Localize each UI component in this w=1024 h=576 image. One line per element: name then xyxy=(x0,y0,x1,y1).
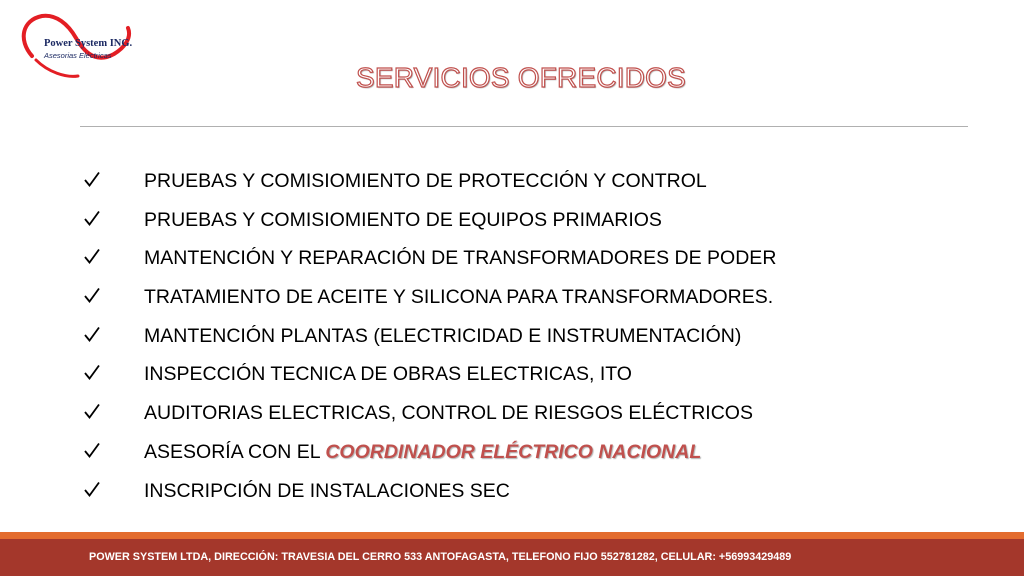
checkmark-icon xyxy=(84,359,100,381)
title-divider xyxy=(80,126,968,127)
service-label: PRUEBAS Y COMISIOMIENTO DE EQUIPOS PRIMARIOS xyxy=(144,208,662,231)
footer-accent-stripe xyxy=(0,532,1024,539)
service-label-prefix: ASESORÍA CON EL xyxy=(144,440,326,463)
checkmark-icon xyxy=(84,282,100,304)
checkmark-icon xyxy=(84,437,100,459)
checkmark-icon xyxy=(84,166,100,188)
service-label: TRATAMIENTO DE ACEITE Y SILICONA PARA TRANSFORMADORES. xyxy=(144,286,774,309)
logo-tagline: Asesorias Eléctricas xyxy=(44,51,112,60)
service-label: PRUEBAS Y COMISIOMIENTO DE PROTECCIÓN Y CONTROL xyxy=(144,170,707,192)
footer-contact-text: POWER SYSTEM LTDA, DIRECCIÓN: TRAVESIA DEL CERRO 533 ANTOFAGASTA, TELEFONO FIJO 552781282, CELULAR: +56993429489 xyxy=(89,551,792,563)
service-label xyxy=(144,437,701,467)
checkmark-icon xyxy=(84,476,100,498)
company-logo xyxy=(18,10,138,85)
coordinador-highlight: COORDINADOR ELÉCTRICO NACIONAL xyxy=(325,440,702,463)
checkmark-icon xyxy=(84,398,100,420)
service-label: MANTENCIÓN Y REPARACIÓN DE TRANSFORMADORES DE PODER xyxy=(144,247,777,270)
logo-company-name: Power System ING. xyxy=(44,38,133,49)
checkmark-icon xyxy=(84,205,100,227)
service-label: INSPECCIÓN TECNICA DE OBRAS ELECTRICAS, ITO xyxy=(144,363,632,386)
checkmark-icon xyxy=(84,321,100,343)
checkmark-icon xyxy=(84,243,100,265)
service-label: MANTENCIÓN PLANTAS (ELECTRICIDAD E INSTRUMENTACIÓN) xyxy=(144,324,742,347)
footer-bar xyxy=(0,539,1024,576)
service-label: AUDITORIAS ELECTRICAS, CONTROL DE RIESGOS ELÉCTRICOS xyxy=(144,402,753,425)
service-label: INSCRIPCIÓN DE INSTALACIONES SEC xyxy=(144,479,510,502)
page-title: SERVICIOS OFRECIDOS xyxy=(356,62,687,93)
